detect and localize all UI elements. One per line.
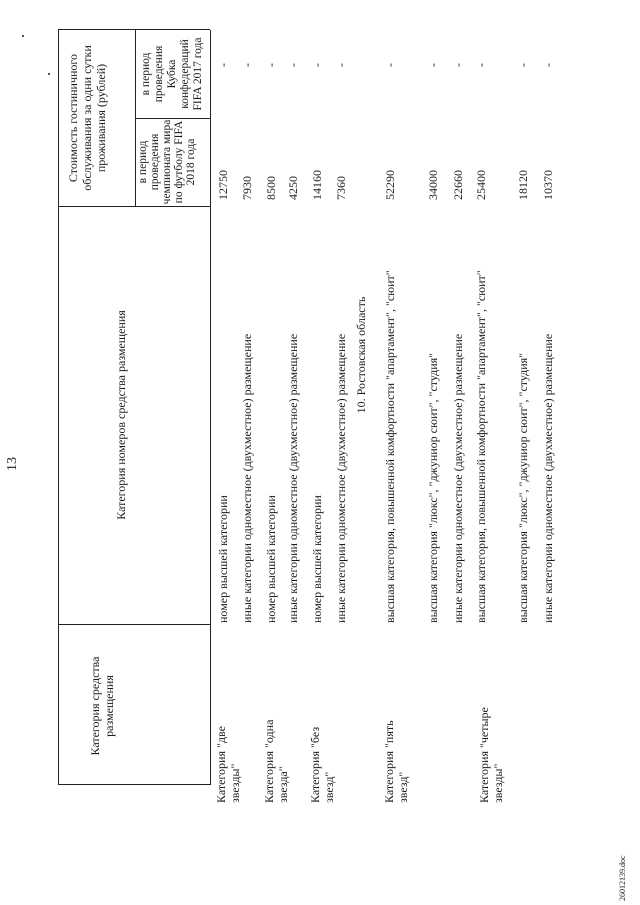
table-top-line (58, 30, 59, 785)
row-room-type: номер высшей категории (264, 495, 278, 623)
row-price-2017: - (216, 63, 230, 67)
row-price-2017: - (516, 63, 530, 67)
row-price-2017: - (334, 63, 348, 67)
row-price-2017: - (383, 63, 397, 67)
row-room-type: иные категории одноместное (двухместное) размещение (334, 333, 348, 623)
row-room-type: иные категории одноместное (двухместное) размещение (541, 333, 555, 623)
row-room-type: иные категории одноместное (двухместное) размещение (286, 333, 300, 623)
header-col3b: в период проведения Кубка конфедераций FIFA 2017 года (140, 37, 204, 111)
row-price-2017: - (264, 63, 278, 67)
row-price-2017: - (240, 63, 254, 67)
table-left-line (58, 784, 210, 785)
table-header-bottom-line (210, 30, 211, 785)
row-price-2017: - (541, 63, 555, 67)
row-price-2017: - (426, 63, 440, 67)
row-price-2018: 52290 (383, 170, 397, 200)
header-col3a: в период проведения чемпионата мира по футболу FIFA 2018 года (137, 119, 197, 205)
table-col1-line (58, 624, 210, 625)
row-room-type: высшая категория, повышенной комфортности "апартамент", "сюит" (383, 270, 397, 623)
row-category: Категория "без звезд" (308, 726, 336, 803)
section-title: 10. Ростовская область (354, 296, 368, 414)
footer-filename: 26012139.doc (618, 855, 627, 901)
row-price-2018: 22660 (451, 170, 465, 200)
row-price-2018: 4250 (286, 176, 300, 200)
row-price-2017: - (451, 63, 465, 67)
row-price-2018: 12750 (216, 170, 230, 200)
header-col1: Категория средства размещения (88, 656, 116, 756)
row-room-type: высшая категория, повышенной комфортности "апартамент", "сюит" (474, 270, 488, 623)
row-price-2018: 14160 (310, 170, 324, 200)
row-category: Категория "пять звезд" (382, 720, 410, 803)
header-col3-group: Стоимость гостиничного обслуживания за одни сутки проживания (рублей) (66, 45, 108, 191)
row-category: Категория "четыре звезды" (477, 707, 505, 803)
row-price-2017: - (474, 63, 488, 67)
row-price-2018: 25400 (474, 170, 488, 200)
row-room-type: высшая категория "люкс", "джуниор сюит", "студия" (516, 352, 530, 623)
row-price-2018: 7360 (334, 176, 348, 200)
row-price-2018: 34000 (426, 170, 440, 200)
scan-speck (22, 35, 24, 37)
row-price-2018: 8500 (264, 176, 278, 200)
row-price-2017: - (286, 63, 300, 67)
row-price-2018: 10370 (541, 170, 555, 200)
row-price-2018: 7930 (240, 176, 254, 200)
scan-speck (48, 73, 50, 75)
row-room-type: высшая категория "люкс", "джуниор сюит", "студия" (426, 352, 440, 623)
row-room-type: номер высшей категории (216, 495, 230, 623)
page-number: 13 (5, 457, 20, 471)
row-room-type: иные категории одноместное (двухместное) размещение (451, 333, 465, 623)
row-room-type: номер высшей категории (310, 495, 324, 623)
row-category: Категория "две звезды" (214, 726, 242, 803)
row-price-2017: - (310, 63, 324, 67)
row-category: Категория "одна звезда" (262, 719, 290, 803)
table-col2-line (58, 206, 210, 207)
row-price-2018: 18120 (516, 170, 530, 200)
header-col2: Категория номеров средства размещения (114, 310, 128, 520)
table-col3-line (58, 29, 210, 30)
row-room-type: иные категории одноместное (двухместное) размещение (240, 333, 254, 623)
